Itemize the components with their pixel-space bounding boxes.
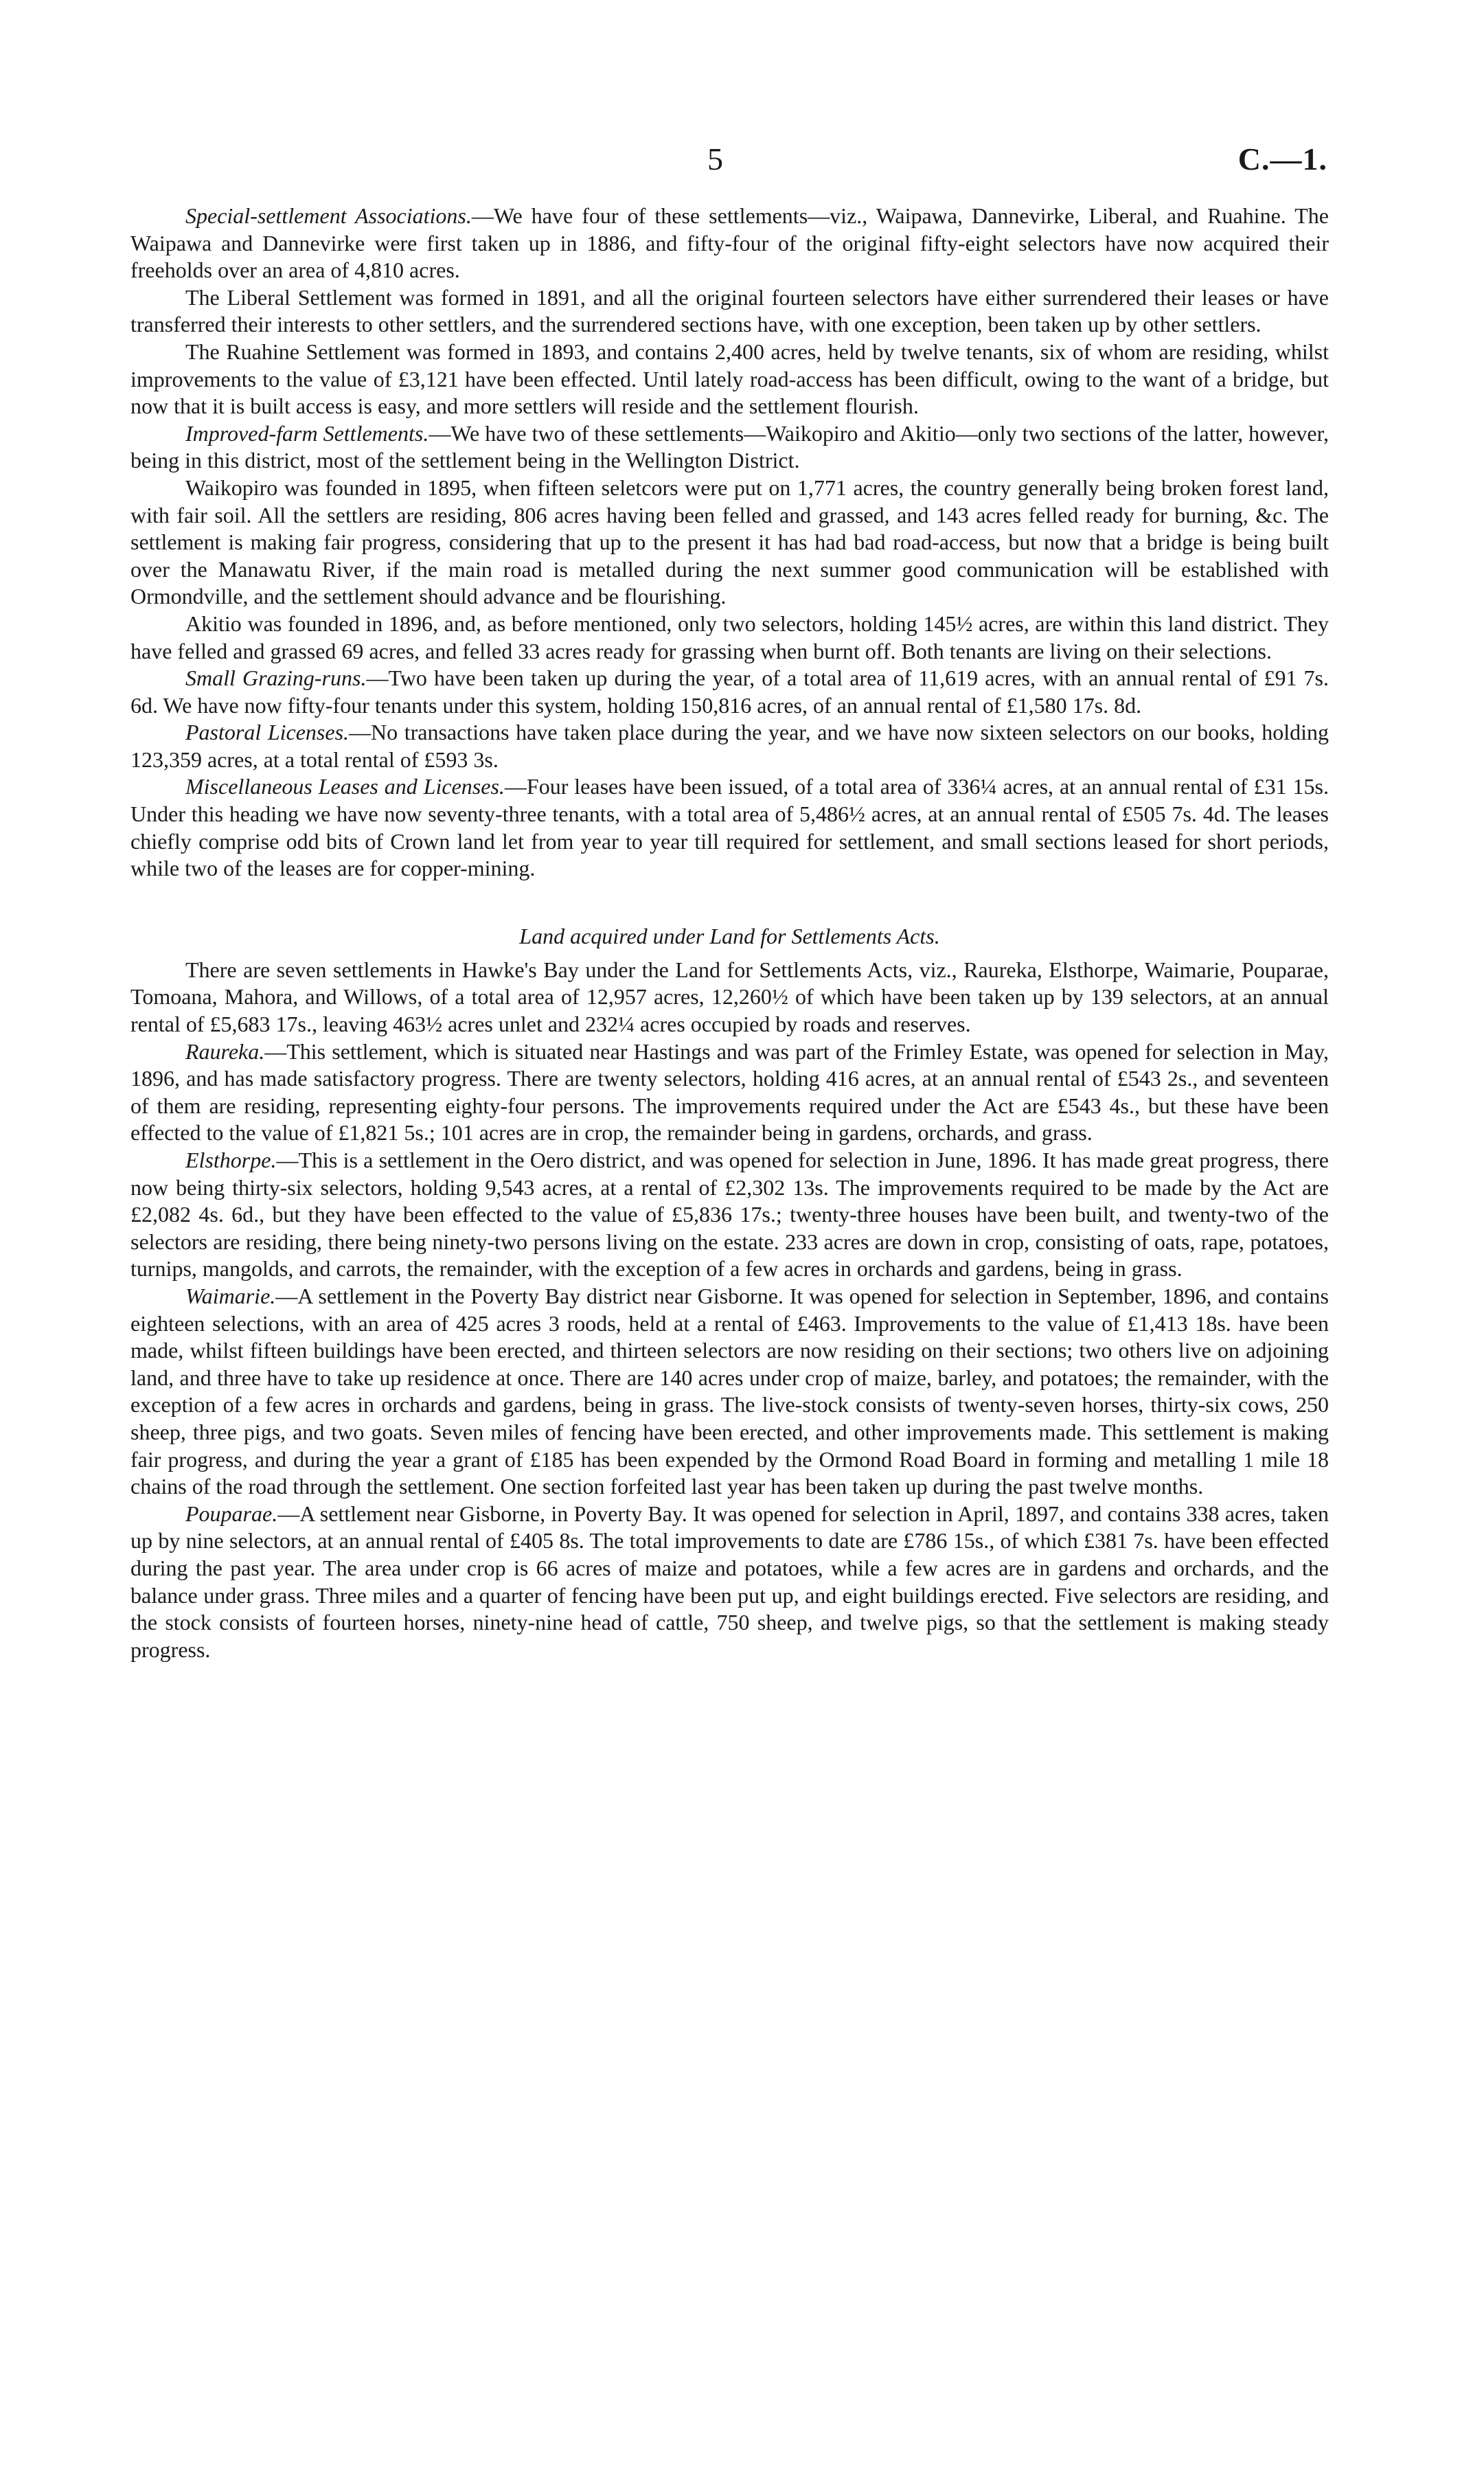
page-header (0, 141, 1484, 182)
paragraph-text: There are seven settlements in Hawke's Bay under the Land for Settlements Acts, viz., Raureka, Elsthorpe, Waimarie, Pouparae, Tomoana, Mahora, and Willows, of a total area of 12,957 acres, 12,260½ of which have been taken up by 139 selectors, at an annual rental of £5,683 17s., leaving 463½ acres unlet and 232¼ acres occupied by roads and reserves. (130, 957, 1329, 1037)
paragraph-lead: Special-settlement Associations. (185, 203, 472, 228)
paragraph-text: —We have four of these settlements—viz., Waipawa, Dannevirke, Liberal, and Ruahine. The Waipawa and Dannevirke were first taken up in 1886, and fifty-four of the original fifty-eight selectors have now acquired their freeholds over an area of 4,810 acres. (130, 203, 1329, 283)
paragraph-lead: Raureka. (185, 1038, 265, 1064)
paragraph-text: —We have two of these settlements—Waikopiro and Akitio—only two sections of the latter, however, being in this district, most of the settlement being in the Wellington District. (130, 420, 1329, 473)
paragraph-improved-farm-settlements (130, 420, 1329, 475)
page-body (130, 203, 1329, 1663)
paragraph-ruahine-settlement (130, 339, 1329, 420)
paragraph-pastoral-licenses (130, 719, 1329, 773)
section-heading: Land acquired under Land for Settlements Acts. (519, 923, 940, 948)
paragraph-elsthorpe (130, 1147, 1329, 1283)
paragraph-text: The Ruahine Settlement was formed in 1893, and contains 2,400 acres, held by twelve tenants, six of whom are residing, whilst improvements to the value of £3,121 have been effected. Until lately road-access has been difficult, owing to the want of a bridge, but now that it is built access is easy, and more settlers will reside and the settlement flourish. (130, 339, 1329, 419)
paragraph-miscellaneous-leases (130, 773, 1329, 882)
paragraph-waikopiro (130, 475, 1329, 611)
paragraph-raureka (130, 1038, 1329, 1147)
paragraph-text: —This is a settlement in the Oero district, and was opened for selection in June, 1896. It has made great progress, there now being thirty-six selectors, holding 9,543 acres, at a rental of £2,302 13s. The improvements required to be made by the Act are £2,082 4s. 6d., but they have been effected to the value of £5,836 17s.; twenty-three houses have been built, and twenty-two of the selectors are residing, there being ninety-two persons living on the estate. 233 acres are down in crop, consisting of oats, rape, potatoes, turnips, mangolds, and carrots, the remainder, with the exception of a few acres in orchards and gardens, being in grass. (130, 1148, 1329, 1282)
paragraph-lead: Elsthorpe. (185, 1148, 277, 1172)
paragraph-text: —A settlement in the Poverty Bay district near Gisborne. It was opened for selection in September, 1896, and contains eighteen selections, with an area of 425 acres 3 roods, held at a rental of £463. Improvements to the value of £1,413 18s. have been made, whilst fifteen buildings have been erected, and thirteen selectors are now residing on their sections; two others live on adjoining land, and three have to take up residence at once. There are 140 acres under crop of maize, barley, and potatoes; the remainder, with the exception of a few acres in orchards and gardens, being in grass. The live-stock consists of twenty-seven horses, thirty-six cows, 250 sheep, three pigs, and two goats. Seven miles of fencing have been erected, and other improvements made. This settlement is making fair progress, and during the year a grant of £185 has been expended by the Ormond Road Board in forming and metalling 1 mile 18 chains of the road through the settlement. One section forfeited last year has been taken up during the past twelve months. (130, 1283, 1329, 1499)
paragraph-waimarie (130, 1283, 1329, 1501)
paragraph-akitio (130, 611, 1329, 665)
paragraph-text: Akitio was founded in 1896, and, as before mentioned, only two selectors, holding 145½ acres, are within this land district. They have felled and grassed 69 acres, and felled 33 acres ready for grassing when burnt off. Both tenants are living on their selections. (130, 611, 1329, 663)
paragraph-pouparae (130, 1501, 1329, 1664)
paragraph-lead: Pouparae. (185, 1501, 278, 1526)
paragraph-text: —Two have been taken up during the year, of a total area of 11,619 acres, with an annual rental of £91 7s. 6d. We have now fifty-four tenants under this system, holding 150,816 acres, of an annual rental of £1,580 17s. 8d. (130, 665, 1329, 718)
paragraph-text: Waikopiro was founded in 1895, when fifteen seletcors were put on 1,771 acres, the country generally being broken forest land, with fair soil. All the settlers are residing, 806 acres having been felled and grassed, and 143 acres felled ready for burning, &c. The settlement is making fair progress, considering that up to the present it has had bad road-access, but now that a bridge is being built over the Manawatu River, if the main road is metalled during the next summer good communication will be established with Ormondville, and the settlement should advance and be flourishing. (130, 475, 1329, 609)
paragraph-text: The Liberal Settlement was formed in 1891, and all the original fourteen selectors have either surrendered their leases or have transferred their interests to other settlers, and the surrendered sections have, with one exception, been taken up by other settlers. (130, 284, 1329, 337)
page-number: 5 (707, 141, 723, 177)
paragraph-text: —A settlement near Gisborne, in Poverty Bay. It was opened for selection in April, 1897, and contains 338 acres, taken up by nine selectors, at an annual rental of £405 8s. The total improvements to date are £786 15s., of which £381 7s. have been effected during the past year. The area under crop is 66 acres of maize and potatoes, while a few acres are in gardens and orchards, and the balance under grass. Three miles and a quarter of fencing have been put up, and eight buildings erected. Five selectors are residing, and the stock consists of fourteen horses, ninety-nine head of cattle, 750 sheep, and twelve pigs, so that the settlement is making steady progress. (130, 1501, 1329, 1662)
paragraph-lead: Miscellaneous Leases and Licenses. (185, 774, 505, 799)
paragraph-text: —No transactions have taken place during the year, and we have now sixteen selectors on our books, holding 123,359 acres, at a total rental of £593 3s. (130, 720, 1329, 772)
paragraph-small-grazing-runs (130, 665, 1329, 719)
document-reference: C.—1. (1237, 141, 1327, 177)
paragraph-lead: Improved-farm Settlements. (185, 420, 429, 446)
paragraph-special-settlement-associations (130, 203, 1329, 284)
paragraph-lead: Small Grazing-runs. (185, 665, 367, 691)
paragraph-lead: Pastoral Licenses. (185, 720, 350, 745)
paragraph-settlements-overview (130, 957, 1329, 1038)
paragraph-text: —Four leases have been issued, of a total area of 336¼ acres, at an annual rental of £31 15s. Under this heading we have now seventy-three tenants, with a total area of 5,486½ acres, at an annual rental of £505 7s. 4d. The leases chiefly comprise odd bits of Crown land let from year to year till required for settlement, and small sections leased for short periods, while two of the leases are for copper-mining. (130, 774, 1329, 881)
paragraph-lead: Waimarie. (185, 1283, 276, 1308)
paragraph-liberal-settlement (130, 284, 1329, 339)
paragraph-text: —This settlement, which is situated near Hastings and was part of the Frimley Estate, was opened for selection in May, 1896, and has made satisfactory progress. There are twenty selectors, holding 416 acres, at an annual rental of £543 2s., and seventeen of them are residing, representing eighty-four persons. The improvements required under the Act are £543 4s., but these have been effected to the value of £1,821 5s.; 101 acres are in crop, the remainder being in gardens, orchards, and grass. (130, 1038, 1329, 1146)
